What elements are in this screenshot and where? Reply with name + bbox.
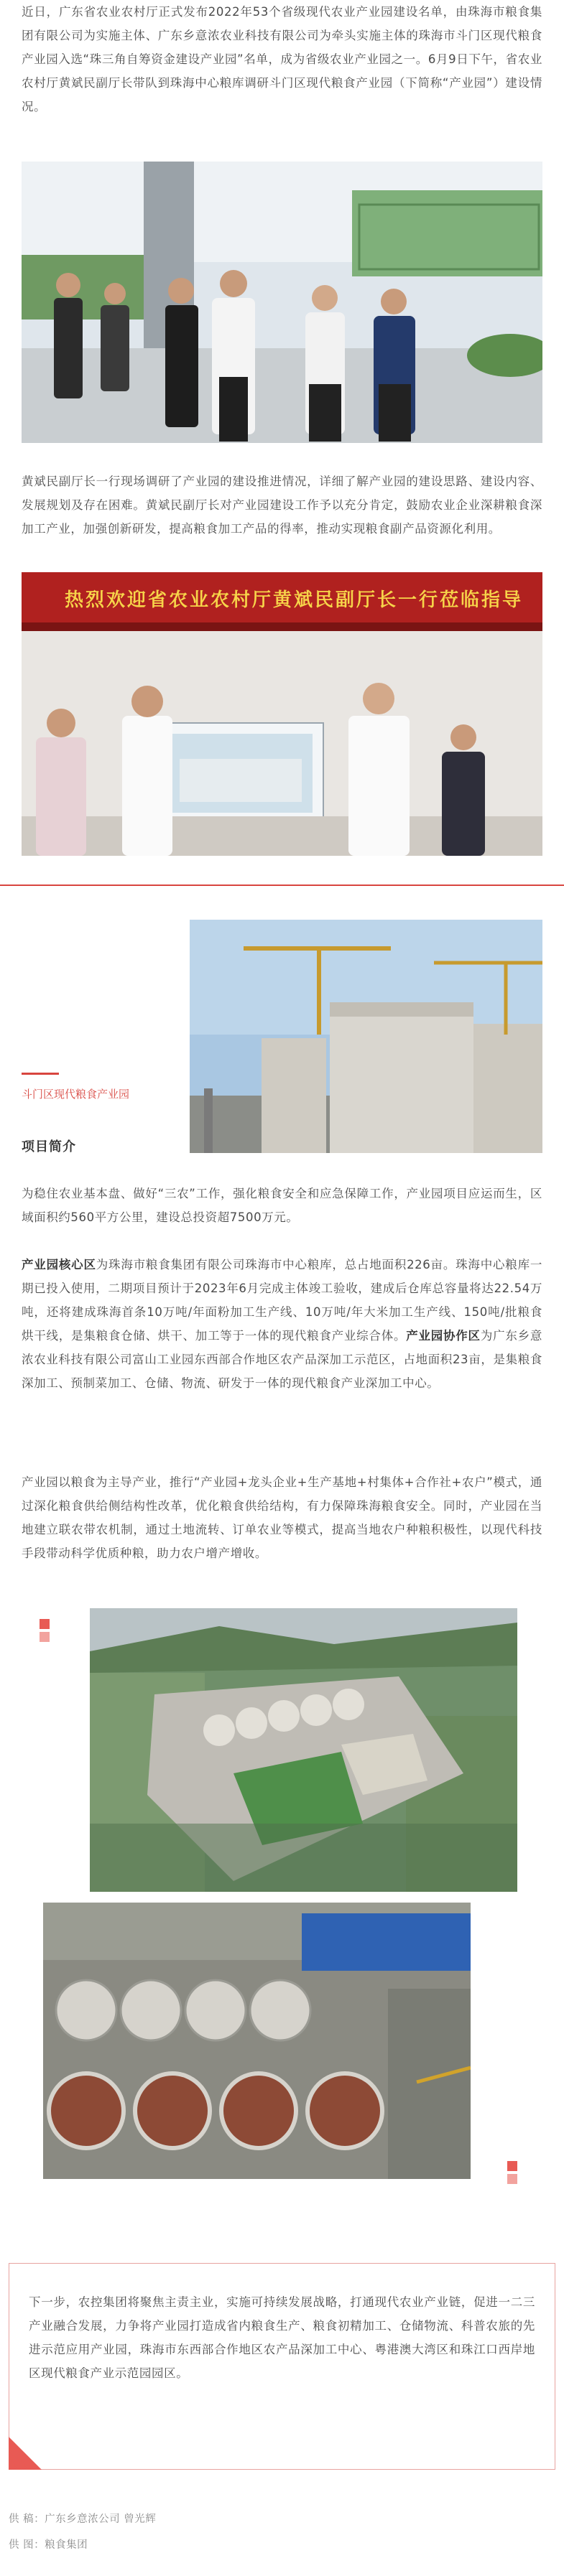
coop-zone-label: 产业园协作区	[406, 1329, 481, 1343]
decor-square	[40, 1632, 50, 1642]
visit-photo-indoor	[22, 572, 542, 856]
core-zone-label: 产业园核心区	[22, 1258, 96, 1271]
credit-author: 供 稿：广东乡意浓公司 曾光辉	[9, 2514, 157, 2525]
closing-paragraph: 下一步，农控集团将聚焦主责主业，实施可持续发展战略，打通现代农业产业链，促进一二三产业融合发展，力争将产业园打造成省内粮食生产、粮食初精加工、仓储物流、科普农旅的先进示范应用产业园，珠海市东西部合作地区农产品深加工中心、粤港澳大湾区和珠江口西岸地区现代粮食产业示范园园区。	[29, 2295, 535, 2380]
project-paragraph-1: 为稳住农业基本盘、做好“三农”工作，强化粮食安全和应急保障工作，产业园项目应运而生，区域面积约560平方公里，建设总投资超7500万元。	[22, 1187, 542, 1224]
credit-photo: 供 图：粮食集团	[9, 2539, 88, 2551]
project-paragraph-3: 产业园以粮食为主导产业，推行“产业园+龙头企业+生产基地+村集体+合作社+农户”模式，通过深化粮食供给侧结构性改革，优化粮食供给结构，有力保障珠海粮食安全。同时，产业园在当地建立联农带农机制，通过土地流转、订单农业等模式，提高当地农户种粮积极性，以现代科技手段带动科学优质种粮，助力农户增产增收。	[22, 1475, 542, 1560]
section-divider	[0, 885, 564, 886]
decor-square	[40, 1619, 50, 1629]
project-paragraph-2	[22, 1253, 542, 1395]
silo-tops-photo	[43, 1903, 471, 2179]
corner-decoration	[9, 2437, 42, 2470]
decor-square	[507, 2174, 517, 2184]
welcome-banner-text: 热烈欢迎省农业农村厅黄斌民副厅长一行莅临指导	[65, 589, 524, 611]
coop-zone-text: 为广东乡意浓农业科技有限公司富山工业园东西部合作地区农产品深加工示范区，占地面积23亩，是集粮食深加工、预制菜加工、仓储、物流、研发于一体的现代粮食产业深加工中心。	[22, 1329, 542, 1390]
decor-square	[507, 2161, 517, 2171]
section-subtitle: 斗门区现代粮食产业园	[22, 1088, 130, 1101]
aerial-park-photo	[90, 1608, 517, 1892]
section-title: 项目简介	[22, 1139, 76, 1154]
intro-paragraph: 近日，广东省农业农村厅正式发布2022年53个省级现代农业产业园建设名单，由珠海市粮食集团有限公司为实施主体、广东乡意浓农业科技有限公司为牵头实施主体的珠海市斗门区现代粮食产业园入选“珠三角自筹资金建设产业园”名单，成为省级农业产业园之一。6月9日下午，省农业农村厅黄斌民副厅长带队到珠海中心粮库调研斗门区现代粮食产业园（下简称“产业园”）建设情况。	[22, 5, 542, 113]
section-accent-bar	[22, 1073, 59, 1075]
visit-photo-outdoor	[22, 162, 542, 443]
visit-paragraph: 黄斌民副厅长一行现场调研了产业园的建设推进情况，详细了解产业园的建设思路、建设内容、发展规划及存在困难。黄斌民副厅长对产业园建设工作予以充分肯定，鼓励农业企业深耕粮食深加工产业，加强创新研发，提高粮食加工产品的得率，推动实现粮食副产品资源化利用。	[22, 475, 542, 536]
silo-construction-photo	[190, 920, 542, 1153]
core-zone-text: 为珠海市粮食集团有限公司珠海市中心粮库，总占地面积226亩。珠海中心粮库一期已投入使用，二期项目预计于2023年6月完成主体竣工验收，建成后仓库总容量将达22.54万吨，还将建成珠海首条10万吨/年面粉加工生产线、10万吨/年大米加工生产线、150吨/批粮食烘干线，是集粮食仓储、烘干、加工等于一体的现代粮食产业综合体。	[22, 1258, 542, 1343]
